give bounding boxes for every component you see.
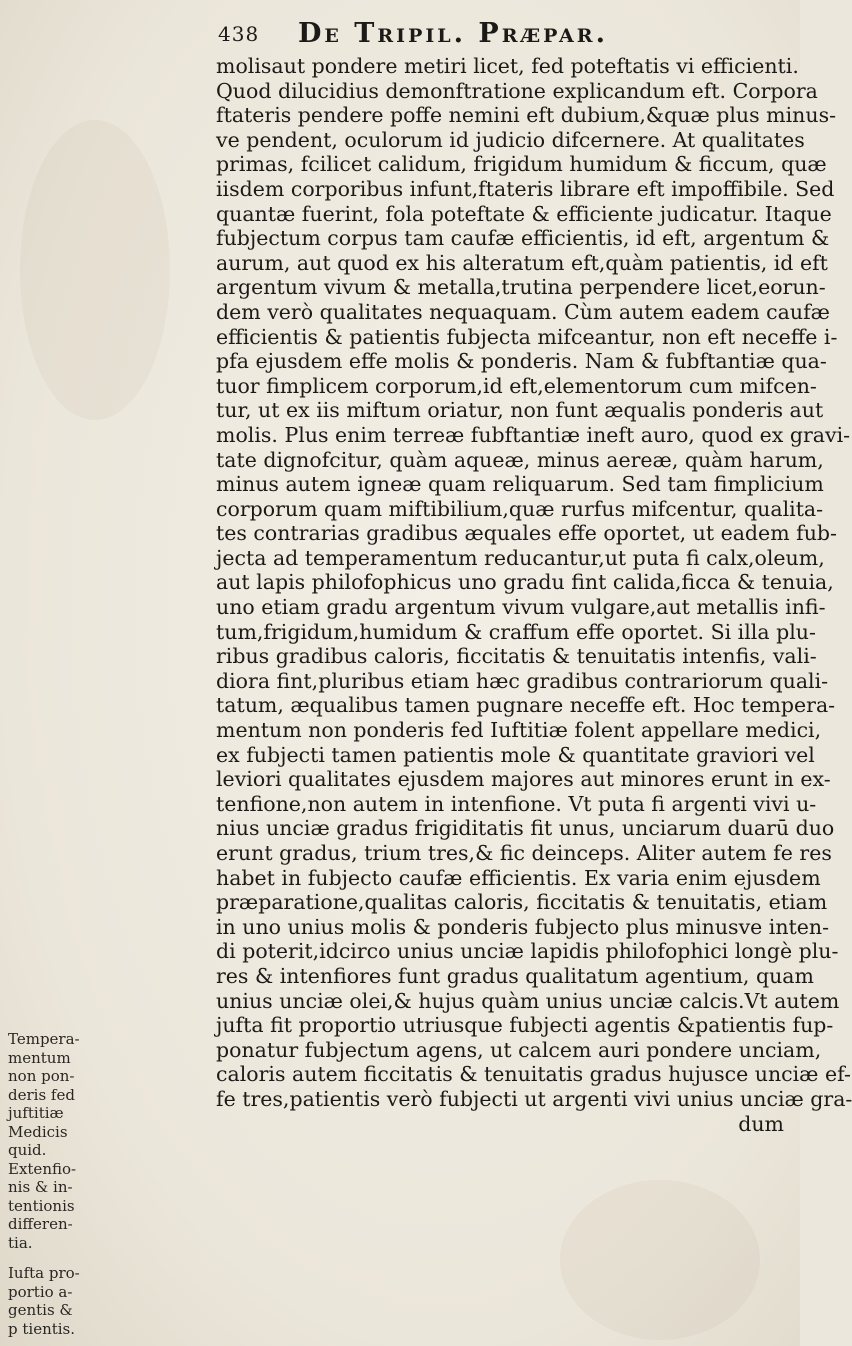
text-line: res & intenfiores funt gradus qualitatum agentium, quam xyxy=(216,963,814,988)
margin-note-line: tia. xyxy=(8,1233,33,1252)
text-line: tenfione,non autem in intenfione. Vt puta fi argenti vivi u- xyxy=(216,791,817,816)
page-header xyxy=(218,18,778,50)
margin-note-line: quid. xyxy=(8,1141,47,1159)
text-line: diora fint,pluribus etiam hæc gradibus contrariorum quali- xyxy=(216,668,829,693)
text-line: efficientis & patientis fubjecta mifceantur, non eft neceffe i- xyxy=(216,324,838,349)
text-line: tatum, æqualibus tamen pugnare neceffe eft. Hoc tempera- xyxy=(216,693,836,718)
text-line: pfa ejusdem effe molis & ponderis. Nam & fubftantiæ qua- xyxy=(216,349,827,374)
text-line: habet in fubjecto caufæ efficientis. Ex varia enim ejusdem xyxy=(216,865,821,890)
text-line: tur, ut ex iis miftum oriatur, non funt æqualis ponderis aut xyxy=(216,398,824,423)
text-line: molisaut pondere metiri licet, fed poteftatis vi efficienti. xyxy=(216,54,799,78)
text-line: Quod dilucidius demonftratione explicandum eft. Corpora xyxy=(216,78,818,103)
text-line: aut lapis philofophicus uno gradu fint calida,ficca & tenuia, xyxy=(216,570,834,595)
text-line: molis. Plus enim terreæ fubftantiæ ineft auro, quod ex gravi- xyxy=(216,422,851,447)
text-line: mentum non ponderis fed Iuftitiæ folent appellare medici, xyxy=(216,718,822,743)
margin-note-line: tentionis xyxy=(8,1196,75,1215)
margin-note-iusta-proportio xyxy=(8,1264,118,1338)
page-number: 438 xyxy=(218,22,260,46)
text-line: aurum, aut quod ex his alteratum eft,quàm patientis, id eft xyxy=(216,250,828,275)
text-line: tum,frigidum,humidum & craffum effe oportet. Si illa plu- xyxy=(216,619,816,644)
text-line: ex fubjecti tamen patientis mole & quantitate graviori vel xyxy=(216,742,815,767)
text-line: ribus gradibus caloris, ficcitatis & tenuitatis intenfis, vali- xyxy=(216,644,817,669)
text-line: nius unciæ gradus frigiditatis fit unus, unciarum duarū duo xyxy=(216,816,835,841)
margin-note-line: gentis & xyxy=(8,1301,73,1319)
text-line: corporum quam miftibilium,quæ rurfus mifcentur, qualita- xyxy=(216,496,824,521)
text-line: fubjectum corpus tam caufæ efficientis, id eft, argentum & xyxy=(216,226,830,251)
main-text-block xyxy=(216,54,852,1136)
margin-note-line: Medicis xyxy=(8,1122,68,1141)
text-line: ponatur fubjectum agens, ut calcem auri pondere unciam, xyxy=(216,1037,822,1062)
margin-note-line: portio a- xyxy=(8,1282,73,1301)
text-line: ve pendent, oculorum id judicio difcernere. At qualitates xyxy=(216,127,805,152)
margin-note-line: differen- xyxy=(8,1215,73,1233)
text-line: tuor fimplicem corporum,id eft,elementorum cum mifcen- xyxy=(216,373,817,398)
running-title: De Tripil. Præpar. xyxy=(298,18,608,49)
text-line: in uno unius molis & ponderis fubjecto plus minusve inten- xyxy=(216,914,830,939)
text-line: caloris autem ficcitatis & tenuitatis gradus hujusce unciæ ef- xyxy=(216,1062,851,1087)
text-line: quantæ fuerint, fola poteftate & efficiente judicatur. Itaque xyxy=(216,201,832,226)
text-line: uno etiam gradu argentum vivum vulgare,aut metallis infi- xyxy=(216,595,826,620)
text-line: argentum vivum & metalla,trutina perpendere licet,eorun- xyxy=(216,275,826,300)
text-line: minus autem igneæ quam reliquarum. Sed tam fimplicium xyxy=(216,472,824,497)
margin-note-line: nis & in- xyxy=(8,1178,73,1196)
text-line: tate dignofcitur, quàm aqueæ, minus aereæ, quàm harum, xyxy=(216,447,824,472)
margin-note-line: Extenfio- xyxy=(8,1159,77,1178)
text-line: fe tres,patientis verò fubjecti ut argenti vivi unius unciæ gra- xyxy=(216,1086,852,1111)
margin-note-line: deris fed xyxy=(8,1085,75,1104)
text-line: iisdem corporibus infunt,ftateris librare eft impoffibile. Sed xyxy=(216,176,835,201)
margin-note-line: non pon- xyxy=(8,1067,75,1085)
text-line: ftateris pendere poffe nemini eft dubium,&quæ plus minus- xyxy=(216,103,837,128)
text-line: jecta ad temperamentum reducantur,ut puta fi calx,oleum, xyxy=(216,545,825,570)
text-line: dum xyxy=(738,1111,784,1136)
text-line: jufta fit proportio utriusque fubjecti agentis &patientis fup- xyxy=(216,1013,834,1038)
text-line: erunt gradus, trium tres,& fic deinceps. Aliter autem fe res xyxy=(216,841,832,865)
text-line: unius unciæ olei,& hujus quàm unius unciæ calcis.Vt autem xyxy=(216,988,840,1013)
margin-note-line: juftitiæ xyxy=(8,1104,64,1122)
margin-note-line: mentum xyxy=(8,1048,71,1067)
text-line: tes contrarias gradibus æquales effe oportet, ut eadem fub- xyxy=(216,521,837,546)
paper-stain xyxy=(560,1180,760,1340)
text-line: leviori qualitates ejusdem majores aut minores erunt in ex- xyxy=(216,767,831,792)
paper-stain xyxy=(20,120,170,420)
margin-note-line: Tempera- xyxy=(8,1030,80,1048)
text-line: di poterit,idcirco unius unciæ lapidis philofophici longè plu- xyxy=(216,939,839,964)
text-line: præparatione,qualitas caloris, ficcitatis & tenuitatis, etiam xyxy=(216,890,828,915)
margin-note-line: Iufta pro- xyxy=(8,1264,80,1282)
margin-note-temperamentum xyxy=(8,1030,118,1252)
text-line: primas, fcilicet calidum, frigidum humidum & ficcum, quæ xyxy=(216,152,827,177)
margin-note-line: p tientis. xyxy=(8,1319,76,1338)
text-line: dem verò qualitates nequaquam. Cùm autem eadem caufæ xyxy=(216,299,830,324)
